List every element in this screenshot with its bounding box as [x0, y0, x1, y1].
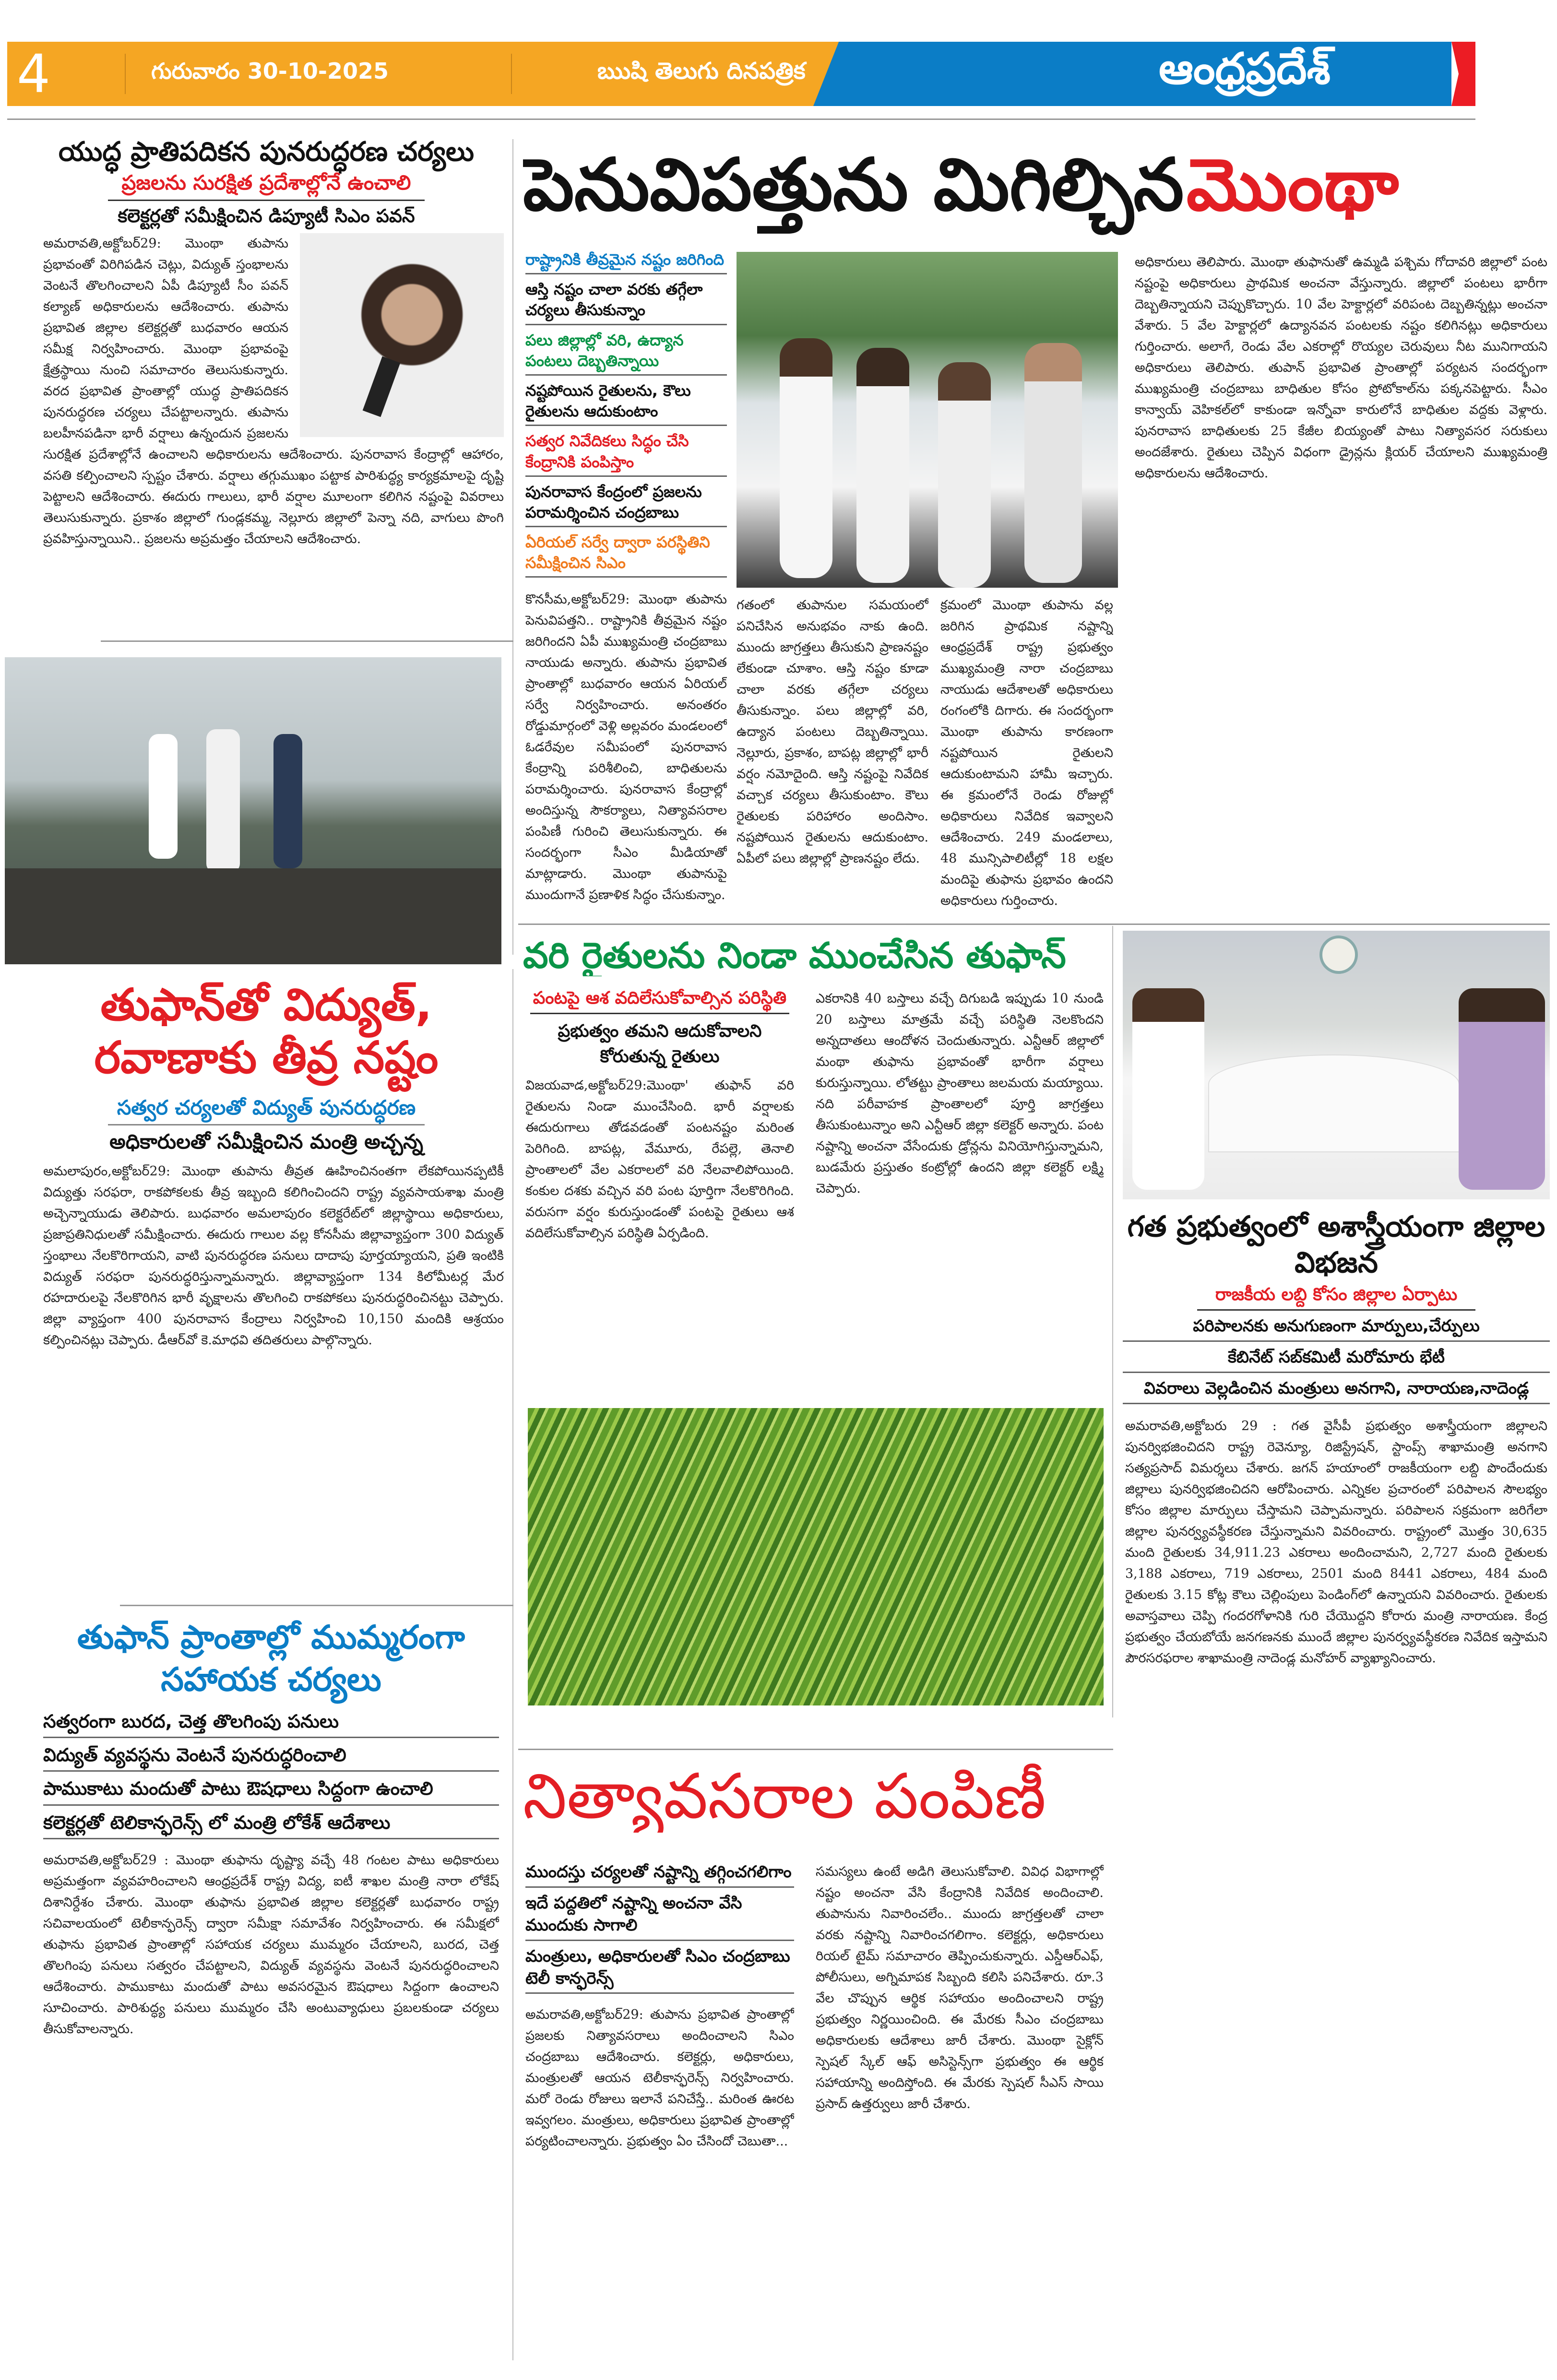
rule — [525, 273, 727, 274]
rule — [1123, 1340, 1550, 1342]
masthead-red-arrow — [1451, 42, 1475, 106]
highlight-item: ఇదే పద్దతిలో నష్టాన్ని అంచనా వేసి ముందుకు సాగాలి — [525, 1893, 742, 1935]
rule — [525, 576, 727, 578]
masthead-rule — [7, 118, 1475, 120]
section-rule — [120, 1605, 513, 1606]
paddy-body-col2: ఎకరానికి 40 బస్తాలు వచ్చే దిగుబడి ఇప్పుడు 10 నుండి 20 బస్తాలు మాత్రమే వచ్చే పరిస్థితి నెలకొందని అన్నదాతలు ఆందోళన చెందుతున్నారు. ఎన్టీఆర్ జిల్లాలో మంథా తుఫాను ప్రభావంతో భారీగా వర్షాలు కురుస్తున్నాయి. లోతట్టు ప్రాంతాలు జలమయ మయ్యాయి. నది పరీవాహక ప్రాంతాలలో పూర్తి జాగ్రత్తలు తీసుకుంటున్నాం అని ఎన్టీఆర్ జిల్లా కలెక్టర్ అన్నారు. పంట నష్టాన్ని అంచనా వేసేందుకు డ్రోన్లను వినియోగిస్తున్నామని, బుడమేరు ప్రస్తుతం కంట్రోల్లో ఉందని జిల్లా కలెక్టర్ లక్ష్మి చెప్పారు. — [816, 991, 1104, 1196]
section-name: ఆంధ్రప్రదేశ్ — [1159, 43, 1331, 94]
essentials-body-col1: అమరావతి,అక్టోబర్29: తుపాను ప్రభావిత ప్రాంతాల్లో ప్రజలకు నిత్యావసరాలు అందించాలని సిఎం చంద్రబాబు ఆదేశించారు. కలెక్టర్లు, అధికారులు, మంత్రులతో ఆయన టెలీకాన్ఫరెన్స్ నిర్వహించారు. మరో రెండు రోజులు ఇలానే పనిచేస్తే.. మరింత ఊరట ఇవ్వగలం. మంత్రులు, అధికారులు ప్రభావిత ప్రాంతాల్లో పర్యటించాలన్నారు. ప్రభుత్వం ఏం చేసిందో చెబుతా... — [525, 2007, 794, 2149]
story-subhead: కలెక్టర్లతో సమీక్షించిన డిప్యూటీ సిఎం పవన్ — [118, 205, 415, 226]
story-lead-headline — [523, 144, 1550, 240]
highlight-item: ముందస్తు చర్యలతో నష్టాన్ని తగ్గించగలిగాం — [525, 1862, 792, 1882]
highlight-item: వివరాలు వెల్లడించిన మంత్రులు అనగాని, నారాయణ,నాదెండ్ల — [1143, 1379, 1529, 1398]
rule — [1123, 1403, 1550, 1404]
issue-date: గురువారం 30-10-2025 — [151, 58, 389, 84]
paddy-body-col1: విజయవాడ,అక్టోబర్29:మొంథా' తుఫాన్ వరి రైతులను నిండా ముంచేసింది. భారీ వర్షాలకు ఈదురుగాలు తోడవడంతో పంటనష్టం మరింత పెరిగింది. బాపట్ల, వేమూరు, రేపల్లె, తెనాలి ప్రాంతాలలో వేల ఎకరాలలో వరి నేలవాలిపోయింది. కంకుల దశకు వచ్చిన వరి పంట పూర్తిగా నేలకొరిగింది. వరుసగా వర్షం కురుస్తుండంతో పంటపై రైతులు ఆశ వదిలేసుకోవాల్సిన పరిస్థితి ఏర్పడింది. — [525, 1078, 794, 1241]
lead-headline-black: పెనువిపత్తును మిగిల్చిన — [523, 144, 1184, 227]
highlight-item: ఆస్తి నష్టం చాలా వరకు తగ్గేలా చర్యలు తీసుకున్నాం — [525, 280, 703, 320]
section-rule — [518, 1749, 1113, 1750]
story-body: అమరావతి,అక్టోబర్29 : మొంథా తుఫాను దృష్ట్యా వచ్చే 48 గంటల పాటు అధికారులు అప్రమత్తంగా వ్యవహరించాలని ఆంధ్రప్రదేశ్ రాష్ట్ర విద్య, ఐటీ శాఖల మంత్రి నారా లోకేష్ దిశానిర్దేశం చేశారు. మొంథా తుఫాను ప్రభావిత జిల్లాల కలెక్టర్లతో బుధవారం రాష్ట్ర సచివాలయంలో టెలీకాన్ఫరెన్స్ ద్వారా సమీక్షా సమావేశం నిర్వహించారు. ఈ సమీక్షలో తుఫాను ప్రభావిత ప్రాంతాల్లో సహాయక చర్యలు ముమ్మరం చేయాలని, బురద, చెత్త తొలగింపు పనులు సత్వరం చేపట్టాలని, విద్యుత్ వ్యవస్థను వెంటనే పునరుద్ధరించాలని ఆదేశించారు. పాముకాటు మందుతో పాటు అవసరమైన ఔషధాలు సిద్దంగా ఉంచాలని సూచించారు. పారిశుద్ధ్య పనులు ముమ్మరం చేసి అంటువ్యాధులు ప్రబలకుండా చర్యలు తీసుకోవాలన్నారు. — [43, 1852, 499, 2037]
story-power — [29, 979, 504, 1593]
photo-figure — [1024, 343, 1082, 583]
lead-body-col1: కొనసీమ,అక్టోబర్29: మొంథా తుపాను పెనువిపత్తని.. రాష్ట్రానికి తీవ్రమైన నష్టం జరిగిందని ఏపీ ముఖ్యమంత్రి చంద్రబాబు నాయుడు అన్నారు. తుపాను ప్రభావిత ప్రాంతాల్లో బుధవారం ఆయన ఏరియల్ సర్వే నిర్వహించారు. అనంతరం రోడ్డుమార్గంలో వెళ్లి అల్లవరం మండలంలో ఓడరేవుల సమీపంలో పునరావాస కేంద్రాన్ని పరిశీలించి, బాధితులను పరామర్శించారు. పునరావాస కేంద్రాల్లో అందిస్తున్న సౌకర్యాలు, నిత్యావసరాల పంపిణీ గురించి తెలుసుకున్నారు. ఈ సందర్భంగా సీఎం మీడియాతో మాట్లాడారు. మొంథా తుపానుపై ముందుగానే ప్రణాళిక సిద్ధం చేసుకున్నాం. — [525, 592, 727, 903]
photo-figure — [780, 338, 832, 578]
photo-figure — [856, 348, 909, 583]
rule — [525, 374, 727, 376]
story-subhead-blue: సత్వర చర్యలతో విద్యుత్ పునరుద్ధరణ — [117, 1095, 416, 1119]
story-headline: తుఫాన్‌తో విద్యుత్, రవాణాకు తీవ్ర నష్టం — [94, 979, 439, 1084]
story-body-text: అమరావతి,అక్టోబర్29: మొంథా తుపాను ప్రభావంతో విరిగిపడిన చెట్లు, విద్యుత్ స్తంభాలను వెంటనే తొలగించాలని ఏపీ డిప్యూటీ సీం పవన్ కల్యాణ్ అధికారులను ఆదేశించారు. తుపాను ప్రభావిత జిల్లాల కలెక్టర్లతో బుధవారం ఆయన సమీక్ష నిర్వహించారు. మొంథా ప్రభావంపై క్షేత్రస్థాయి నుంచి సమాచారం తెలుసుకున్నారు. వరద ప్రభావిత ప్రాంతాల్లో యుద్ధ ప్రాతిపదికన పునరుద్ధరణ చర్యలు చేపట్టాలన్నారు. తుపాను బలహీనపడినా భారీ వర్షాలు ఉన్నందున ప్రజలను సురక్షిత ప్రదేశాల్లోనే ఉంచాలని అధికారులను ఆదేశించారు. పునరావాస కేంద్రాల్లో ఆహారం, వసతి కల్పించాలని స్పష్టం చేశారు. వర్షాలు తగ్గుముఖం పట్టాక పారిశుద్ధ్య కార్యక్రమాలపై దృష్టి పెట్టాలని ఆదేశించారు. ఈదురు గాలులు, భారీ వర్షాల మూలంగా కలిగిన నష్టంపై వివరాలు తెలుసుకున్నారు. ప్రకాశం జిల్లాలో గుండ్లకమ్మ, నెల్లూరు జిల్లాలో పెన్నా నది, వాగులు పొంగి ప్రవహిస్తున్నాయిని.. ప్రజలను అప్రమత్తం చేయాలని ఆదేశించారు. — [43, 236, 504, 547]
rule — [108, 200, 425, 201]
photo-rocks — [5, 868, 501, 964]
rule — [43, 1838, 499, 1839]
essentials-body-col2: సమస్యలు ఉంటే అడిగి తెలుసుకోవాలి. వివిధ విభాగాల్లో నష్టం అంచనా వేసి కేంద్రానికి నివేదిక అందించాలి. తుపానును నివారించలేం.. ముందు జాగ్రత్తలతో చాలా వరకు నష్టాన్ని నివారించగలిగాం. కలెక్టర్లు, అధికారులు రియల్ టైమ్ సమాచారం తెప్పించుకున్నారు. ఎస్డీఆర్ఎఫ్, పోలీసులు, అగ్నిమాపక సిబ్బంది కలిసి పనిచేశారు. రూ.3 వేల చొప్పున ఆర్థిక సహాయం అందించాలని రాష్ట్ర ప్రభుత్వం నిర్ణయించింది. ఈ మేరకు సీఎం చంద్రబాబు అధికారులకు ఆదేశాలు జారీ చేశారు. మొంథా సైక్లోన్ స్పెషల్ స్కేల్ ఆఫ్ అసిస్టెన్స్‌గా ప్రభుత్వం ఈ ఆర్థిక సహాయాన్ని అందిస్తోంది. ఈ మేరకు స్పెషల్ సీఎస్ సాయి ప్రసాద్ ఉత్తర్వులు జారీ చేశారు. — [816, 1864, 1104, 2111]
essentials-left-column — [525, 1861, 794, 2370]
story-body: అమరావతి,అక్టోబరు 29 : గత వైసీపీ ప్రభుత్వం అశాస్త్రీయంగా జిల్లాలని పునర్విభజించిదని రాష్ట్ర రెవెన్యూ, రిజిస్ట్రేషన్, స్టాంప్స్ శాఖామంత్రి అనగాని సత్యప్రసాద్ విమర్శలు చేశారు. జగన్ హయాంలో రాజకీయంగా లబ్ది పొందేందుకు జిల్లాలు పునర్విభజించిదని ఆరోపించారు. ఎన్నికల ప్రచారంలో పరిపాలన సౌలభ్యం కోసం జిల్లాల మార్పులు చేస్తామని చెప్పామన్నారు. పరిపాలన సక్రమంగా జరిగేలా జిల్లాల పునర్వ్యవస్థీకరణ చేస్తున్నామని వివరించారు. రాష్ట్రంలో మొత్తం 30,635 మంది రైతులకు 34,911.23 ఎకరాలు అందించామని, 2,727 మంది రైతులకు 3,188 ఎకరాలు, 719 ఎకరాలు, 2501 మంది 8441 ఎకరాలు, 484 మంది రైతులకు 3.15 కోట్ల కౌలు చెల్లింపులు పెండింగ్‌లో ఉన్నాయని వివరించారు. రైతులకు అవాస్తవాలు చెప్పి గందరగోళానికి గురి చేయొద్దని కోరారు మంత్రి నారాయణ. కేంద్ర ప్రభుత్వం చేయబోయే జనగణనకు ముందే జిల్లాల పునర్వ్యవస్థీకరణ నివేదిక ఇస్తామని పౌరసరఫరాల శాఖామంత్రి నాదెండ్ల మనోహర్ వ్యాఖ్యానించారు. — [1125, 1419, 1547, 1666]
highlight-item: విద్యుత్ వ్యవస్థను వెంటనే పునరుద్ధరించాలి — [43, 1744, 346, 1766]
highlight-item: సత్వరంగా బురద, చెత్త తొలగింపు పనులు — [43, 1710, 339, 1732]
masthead-blue-band — [813, 42, 1451, 106]
photo-table — [1209, 1055, 1459, 1151]
photo-figure — [149, 734, 178, 859]
microphone-icon — [363, 356, 401, 417]
story-headline: యుద్ధ ప్రాతిపదికన పునరుద్ధరణ చర్యలు — [58, 136, 475, 167]
column-divider — [1112, 926, 1113, 1717]
story-essentials — [523, 1761, 1108, 1833]
story-subhead: ప్రభుత్వం తమని ఆదుకోవాలని కోరుతున్న రైతులు — [558, 1021, 762, 1066]
highlight-item: పరిపాలనకు అనుగుణంగా మార్పులు,చేర్పులు — [1193, 1316, 1480, 1336]
photo-cabinet-subcommittee-meeting — [1123, 931, 1550, 1199]
masthead-divider — [511, 54, 512, 94]
story-subhead-red: పంటపై ఆశ వదిలేసుకోవాల్సిన పరిస్థితి — [533, 988, 787, 1008]
story-subhead-red: రాజకీయ లబ్ది కోసం జిల్లాల ఏర్పాటు — [1215, 1285, 1458, 1304]
rule — [525, 526, 727, 527]
story-headline: తుఫాన్ ప్రాంతాల్లో ముమ్మరంగా సహాయక చర్యలు — [77, 1619, 465, 1699]
highlight-item: నష్టపోయిన రైతులను, కౌలు రైతులను ఆదుకుంటాం — [525, 381, 691, 421]
photo-figure — [206, 729, 240, 873]
rule — [530, 1013, 789, 1014]
highlight-item: పాముకాటు మందుతో పాటు ఔషధాలు సిద్దంగా ఉంచాలి — [43, 1778, 433, 1800]
rule — [525, 1940, 794, 1941]
story-body: అమలాపురం,అక్టోబర్29: మొంథా తుపాను తీవ్రత ఊహించినంతగా లేకపోయినప్పటికీ విద్యుత్తు సరఫరా, రాకపోకలకు తీవ్ర ఇబ్బంది కలిగించిందని రాష్ట్ర వ్యవసాయశాఖ మంత్రి అచ్చెన్నాయుడు తెలిపారు. బుధవారం అమలాపురం కలెక్టరేట్‌లో జిల్లాస్థాయి అధికారులు, ప్రజాప్రతినిధులతో సమీక్షించారు. ఈదురు గాలుల వల్ల కోనసీమ జిల్లావ్యాప్తంగా 300 విద్యుత్ స్తంభాలు నేలకొరిగాయని, వాటి పునరుద్ధరణ పనులు దాదాపు పూర్తయ్యాయని, ప్రతి ఇంటికి విద్యుత్ సరఫరా పునరుద్ధరిస్తున్నామన్నారు. జిల్లావ్యాప్తంగా 134 కిలోమీటర్ల మేర రహదారులపై నేలకొరిగిన భారీ వృక్షాలను తొలగించి రాకపోకలు పునరుద్ధరించినట్టు చెప్పారు. జిల్లా వ్యాప్తంగా 400 పునరావాస కేంద్రాలు నిర్వహించి 10,150 మందికి ఆశ్రయం కల్పించినట్లు చెప్పారు. డీఆర్‌వో కె.మాధవి తదితరులు పాల్గొన్నారు. — [43, 1164, 504, 1348]
highlight-item: కలెక్టర్లతో టెలికాన్ఫరెన్స్ లో మంత్రి లోకేశ్ ఆదేశాలు — [43, 1812, 391, 1833]
story-headline: గత ప్రభుత్వంలో అశాస్త్రీయంగా జిల్లాల విభజన — [1127, 1210, 1545, 1279]
section-rule — [101, 640, 513, 642]
highlight-item: మంత్రులు, అధికారులతో సిఎం చంద్రబాబు టెలీ కాన్ఫరెన్స్ — [525, 1946, 790, 1988]
photo-figure — [1459, 988, 1545, 1190]
rule — [525, 1992, 794, 1994]
state-emblem-icon — [1319, 935, 1358, 974]
highlight-item: ఏరియల్ సర్వే ద్వారా పరస్థితిని సమీక్షించిన సిఎం — [525, 533, 710, 572]
lead-body-col4: అధికారులు తెలిపారు. మొంథా తుఫానుతో ఉమ్మడి పశ్చిమ గోదావరి జిల్లాలో పంట నష్టంపై అధికారులు ప్రాథమిక అంచనా వేస్తున్నారు. జిల్లాలో పంటలు భారీగా దెబ్బతిన్నాయని చెప్పుకొచ్చారు. 10 వేల హెక్టార్లలో వరిపంట దెబ్బతిన్నట్లు అంచనా వేశారు. 5 వేల హెక్టార్లలో ఉద్యానవన పంటలకు నష్టం కలిగినట్లు అధికారులు గుర్తించారు. అలాగే, రెండు వేల ఎకరాల్లో రొయ్యల చెరువులు నీట మునిగాయని అధికారులు తెలిపారు. తుపాన్ ప్రభావిత ప్రాంతాల్లో పర్యటన సందర్భంగా ముఖ్యమంత్రి చంద్రబాబు బాధితుల కోసం ప్రోటోకాల్‌ను పక్కనపెట్టారు. సీఎం కాన్వాయ్ వెహికల్‌లో కాకుండా ఇన్నోవా కారులోనే బాధితుల వద్దకు వెళ్లారు. పునరావాస బాధితులకు 25 కేజీల బియ్యంతో పాటు నిత్యావసర సరుకులు అందజేశారు. రైతులు చెప్పిన విధంగా డ్రైన్లను క్లియర్ చేయాలని ముఖ్యమంత్రి అధికారులను ఆదేశించారు. — [1135, 255, 1547, 481]
story-relief — [43, 1617, 499, 2370]
story-subhead: అధికారులతో సమీక్షించిన మంత్రి అచ్చన్న — [109, 1130, 423, 1154]
rule — [43, 1804, 499, 1806]
story-subhead-red: ప్రజలను సురక్షిత ప్రదేశాల్లోనే ఉంచాలి — [121, 171, 411, 195]
masthead-divider — [125, 54, 126, 94]
rule — [1197, 1309, 1475, 1311]
photo-pawan-kalyan — [300, 233, 504, 437]
story-headline: నిత్యావసరాల పంపిణీ — [523, 1761, 1046, 1833]
rule — [43, 1770, 499, 1772]
story-headline: వరి రైతులను నిండా ముంచేసిన తుఫాన్ — [523, 935, 1066, 976]
photo-coastal-inspection — [5, 657, 501, 964]
story-paddy — [523, 935, 1108, 976]
highlight-item: పలు జిల్లాల్లో వరి, ఉద్యాన పంటలు దెబ్బతిన్నాయి — [525, 331, 684, 370]
column-divider — [512, 969, 513, 2360]
photo-flattened-paddy — [528, 1408, 1104, 1705]
rule — [525, 425, 727, 426]
districts-subheads — [1123, 1315, 1550, 1409]
column-divider — [512, 139, 513, 955]
story-body — [29, 233, 504, 633]
paddy-left-column — [525, 988, 794, 1401]
lead-headline-red: మొంథా — [1186, 144, 1399, 227]
photo-figure — [938, 362, 991, 588]
rule — [108, 1124, 425, 1125]
rule — [43, 1737, 499, 1738]
photo-figure — [1132, 988, 1204, 1190]
rule — [525, 475, 727, 477]
story-pawan — [29, 137, 504, 633]
page-number: 4 — [17, 43, 50, 105]
highlight-item: సత్వర నివేదికలు సిద్ధం చేసి కేంద్రానికి పంపిస్తాం — [525, 432, 689, 471]
lead-left-column — [525, 249, 727, 916]
paper-name: ఋషి తెలుగు దినపత్రిక — [597, 58, 806, 84]
story-districts — [1123, 1209, 1550, 2370]
lead-highlights — [525, 249, 727, 582]
highlight-item: కేబినేట్ సబ్‌కమిటీ మరోమారు భేటీ — [1228, 1348, 1445, 1367]
relief-highlights — [43, 1709, 499, 1844]
highlight-item: పునరావాస కేంద్రంలో ప్రజలను పరామర్శించిన చంద్రబాబు — [525, 482, 702, 521]
masthead — [7, 42, 1475, 106]
highlight-item: రాష్ట్రానికి తీవ్రమైన నష్టం జరిగింది — [525, 250, 725, 269]
lead-body-col2: గతంలో తుపానుల సమయంలో పనిచేసిన అనుభవం నాకు ఉంది. ముందు జాగ్రత్తలు తీసుకుని ప్రాణనష్టం లేకుండా చూశాం. ఆస్తి నష్టం కూడా చాలా వరకు తగ్గేలా చర్యలు తీసుకున్నాం. పలు జిల్లాల్లో వరి, ఉద్యాన పంటలు దెబ్బతిన్నాయి. నెల్లూరు, ప్రకాశం, బాపట్ల జిల్లాల్లో భారీ వర్షం నమోదైంది. ఆస్తి నష్టంపై నివేదిక వచ్చాక చర్యలు తీసుకుంటాం. కౌలు రైతులకు పరిహారం అందిసాం. నష్టపోయిన రైతులను ఆదుకుంటాం. ఏపీలో పలు జిల్లాల్లో ప్రాణనష్టం లేదు. — [737, 598, 928, 866]
essentials-highlights — [525, 1861, 794, 1999]
photo-figure — [273, 734, 302, 868]
photo-cm-field-visit — [737, 252, 1118, 588]
rule — [525, 1886, 794, 1888]
rule — [1123, 1372, 1550, 1373]
section-rule — [518, 924, 1550, 925]
lead-body-col3: క్రమంలో మొంథా తుపాను వల్ల జరిగిన ప్రాథమిక నష్టాన్ని ఆంధ్రప్రదేశ్ రాష్ట్ర ప్రభుత్వం ముఖ్యమంత్రి నారా చంద్రబాబు నాయుడు ఆదేశాలతో అధికారులు రంగంలోకి దిగారు. ఈ సందర్భంగా మొంథా తుపాను కారణంగా నష్టపోయిన రైతులని ఆదుకుంటామని హామీ ఇచ్చారు. ఈ క్రమంలోనే రెండు రోజుల్లో అధికారులు నివేదిక ఇవ్వాలని ఆదేశించారు. 249 మండలాలు, 48 మున్సిపాలిటీల్లో 18 లక్షల మందిపై తుఫాను ప్రభావం ఉందని అధికారులు గుర్తించారు. — [940, 598, 1113, 908]
rule — [525, 324, 727, 325]
